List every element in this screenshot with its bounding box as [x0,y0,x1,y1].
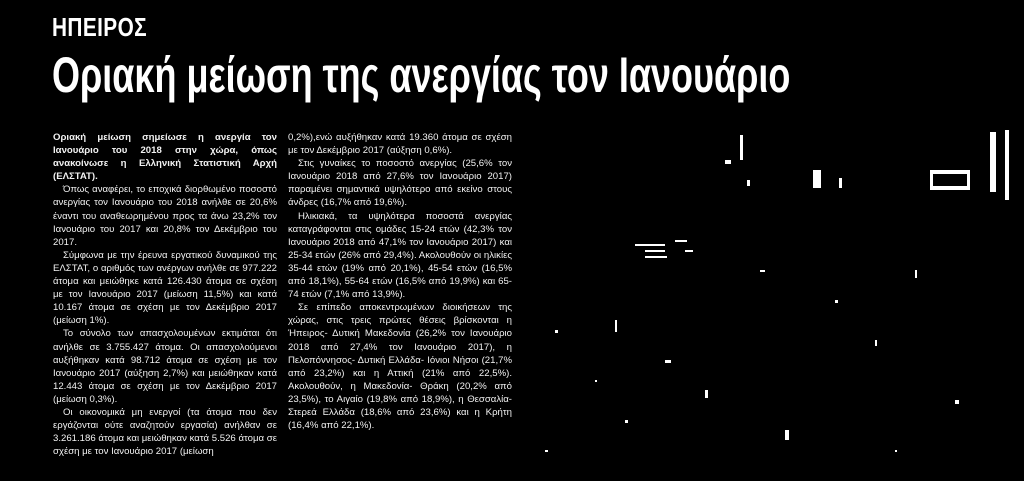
article-paragraph: Όπως αναφέρει, το εποχικά διορθωμένο ποσοστό ανεργίας τον Ιανουάριο του 2018 ανήλθε σε 20,6% έναντι του αναθεωρημένου προς τα άνω 23,2% τον Ιανουάριο του 2017 και 20,8% τον Δεκέμβριο του 2017. [53,184,277,248]
news-photo [535,120,1024,481]
article-paragraph: Οι οικονομικά μη ενεργοί (τα άτομα που δεν εργάζονται ούτε αναζητούν εργασία) ανήλθαν σε 3.261.186 άτομα και μειώθηκαν κατά 5.526 άτομα σε σχέση με τον Ιανουάριο 2017 (μείωση [53,406,277,458]
article-column-1 [53,131,277,458]
lead-paragraph: Οριακή μείωση σημείωσε η ανεργία τον Ιανουάριο του 2018 στην χώρα, όπως ανακοίνωσε η Ελληνική Στατιστική Αρχή (ΕΛΣΤΑΤ). [53,132,277,183]
headline: Οριακή μείωση της ανεργίας τον Ιανουάριο [52,47,791,103]
article-paragraph: Στις γυναίκες το ποσοστό ανεργίας (25,6% τον Ιανουάριο 2018 από 27,6% τον Ιανουάριο 2017) παραμένει σημαντικά υψηλότερο από εκείνο στους άνδρες (16,7% από 19,6%). [288,158,512,209]
section-label: ΗΠΕΙΡΟΣ [52,12,148,42]
article-paragraph: 0,2%),ενώ αυξήθηκαν κατά 19.360 άτομα σε σχέση με τον Δεκέμβριο 2017 (αύξηση 0,6%). [288,132,512,157]
article-paragraph: Σε επίπεδο αποκεντρωμένων διοικήσεων της χώρας, στις τρεις πρώτες θέσεις βρίσκονται η Ήπειρος- Δυτική Μακεδονία (26,2% τον Ιανουάριο 2018 από 27,4% τον Ιανουάριο 2017), η Πελοπόννησος- Δυτική Ελλάδα- Ιόνιοι Νήσοι (21,7% από 23,2%) και η Αττική (21% από 22,5%). Ακολουθούν, η Μακεδονία- Θράκη (20,2% από 23,5%), το Αιγαίο (19,8% από 18,9%), η Θεσσαλία- Στερεά Ελλάδα (18,6% από 23,6%) και η Κρήτη (16,4% από 22,1%). [288,302,512,432]
article-paragraph: Το σύνολο των απασχολουμένων εκτιμάται ότι ανήλθε σε 3.755.427 άτομα. Οι απασχολούμενοι αυξήθηκαν κατά 98.712 άτομα σε σχέση με τον Ιανουάριο 2017 (αύξηση 2,7%) και μειώθηκαν κατά 12.443 άτομα σε σχέση με τον Δεκέμβριο 2017 (μείωση 0,3%). [53,328,277,405]
article-paragraph: Ηλικιακά, τα υψηλότερα ποσοστά ανεργίας καταγράφονται στις ομάδες 15-24 ετών (42,3% τον Ιανουάριο 2018 από 47,1% τον Ιανουάριο 2017) και 25-34 ετών (26% από 29,4%). Ακολουθούν οι ηλικίες 35-44 ετών (19% από 20,1%), 45-54 ετών (16,5% από 18,1%), 55-64 ετών (16,5% από 19,9%) και 65-74 ετών (7,1% από 13,9%). [288,210,512,301]
photo-graphic [535,120,1024,481]
article-paragraph: Σύμφωνα με την έρευνα εργατικού δυναμικού της ΕΛΣΤΑΤ, ο αριθμός των ανέργων ανήλθε σε 977.222 άτομα και μειώθηκε κατά 126.430 άτομα σε σχέση με τον Ιανουάριο 2017 (μείωση 11,5%) και κατά 10.167 άτομα σε σχέση με τον Δεκέμβριο 2017 (μείωση 1%). [53,249,277,327]
article-column-2 [288,131,512,432]
